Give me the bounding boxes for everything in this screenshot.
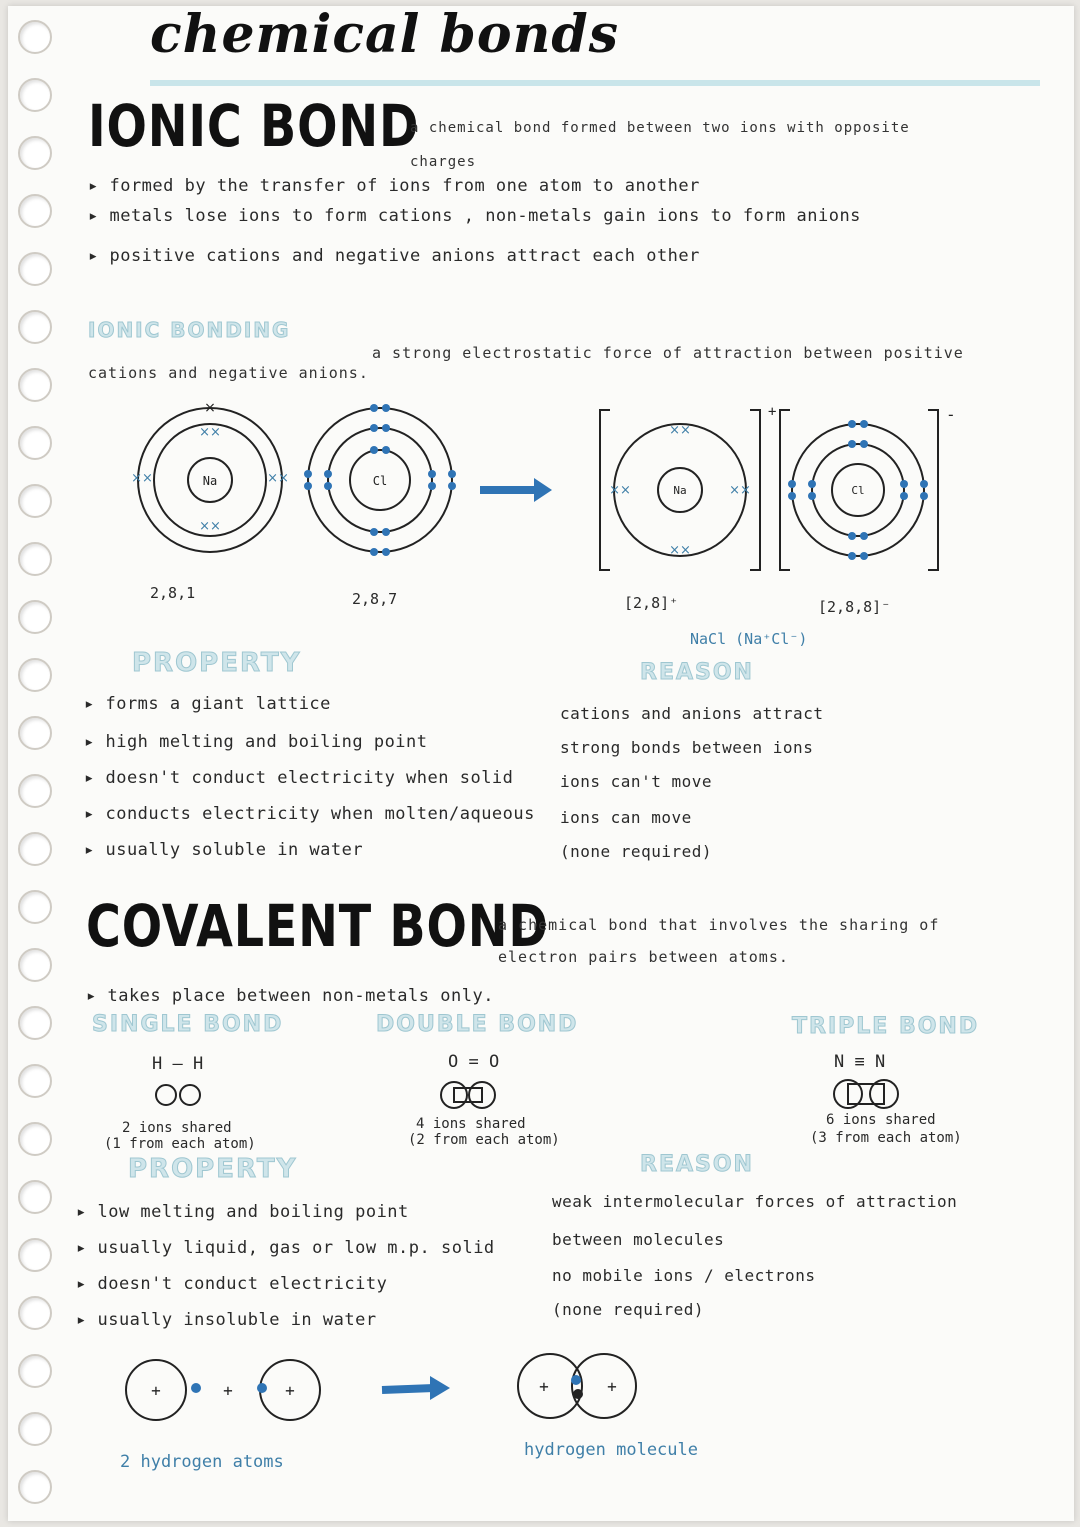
single-bond-formula: H – H — [152, 1054, 204, 1074]
binder-hole — [18, 658, 52, 692]
covalent-definition-line2: electron pairs between atoms. — [498, 948, 789, 966]
binder-hole — [18, 1180, 52, 1214]
cl-ion-config: [2,8,8]⁻ — [818, 598, 891, 616]
covalent-bond-heading: COVALENT BOND — [86, 892, 549, 960]
hydrogen-atom-right — [257, 1360, 320, 1420]
svg-text:××: ×× — [729, 483, 751, 498]
svg-text:××: ×× — [267, 471, 289, 486]
ionic-reason-4: ions can move — [560, 808, 692, 827]
binder-holes — [0, 0, 70, 1527]
cl-ion-charge: - — [946, 405, 956, 424]
sodium-ion-diagram — [600, 404, 776, 570]
binder-hole — [18, 1122, 52, 1156]
covalent-property-heading: PROPERTY — [128, 1154, 298, 1184]
na-electron-config: 2,8,1 — [150, 584, 196, 602]
title-highlight — [150, 80, 1040, 86]
triple-bond-note1: 6 ions shared — [826, 1112, 936, 1128]
binder-hole — [18, 20, 52, 54]
svg-text:××: ×× — [669, 423, 691, 438]
covalent-property-1: ▸ low melting and boiling point — [76, 1202, 409, 1222]
ionic-definition-line2: charges — [410, 154, 477, 170]
hydrogen-molecule-diagram — [110, 1340, 790, 1440]
hydrogen-molecule-label: hydrogen molecule — [524, 1440, 698, 1460]
page-title: chemical bonds — [150, 4, 620, 65]
single-bond-heading: SINGLE BOND — [92, 1012, 284, 1037]
na-ion-config: [2,8]⁺ — [624, 594, 679, 612]
ionic-definition-line1: a chemical bond formed between two ions with opposite — [410, 120, 910, 136]
cl-symbol-label: Cl — [372, 474, 388, 488]
binder-hole — [18, 1296, 52, 1330]
triple-bond-molecule-icon — [818, 1076, 918, 1112]
plus-sign: + — [285, 1381, 295, 1400]
covalent-reason-2: between molecules — [552, 1230, 725, 1249]
triple-bond-note2: (3 from each atom) — [810, 1130, 962, 1146]
ionic-property-5: ▸ usually soluble in water — [84, 840, 364, 860]
covalent-reason-1: weak intermolecular forces of attraction — [552, 1192, 958, 1211]
binder-hole — [18, 136, 52, 170]
double-bond-note2: (2 from each atom) — [408, 1132, 560, 1148]
ionic-bond-heading: IONIC BOND — [88, 92, 420, 160]
cl-electron-config: 2,8,7 — [352, 590, 398, 608]
covalent-reason-3: no mobile ions / electrons — [552, 1266, 816, 1285]
binder-hole — [18, 1238, 52, 1272]
ionic-property-heading: PROPERTY — [132, 648, 302, 678]
binder-hole — [18, 194, 52, 228]
binder-hole — [18, 890, 52, 924]
hydrogen-atom-left — [126, 1360, 201, 1420]
binder-hole — [18, 948, 52, 982]
chloride-ion-diagram — [780, 405, 956, 570]
binder-hole — [18, 716, 52, 750]
double-bond-molecule-icon — [424, 1078, 514, 1112]
plus-sign: + — [607, 1377, 617, 1396]
ionic-bullet-1: ▸ formed by the transfer of ions from one atom to another — [88, 176, 700, 196]
na-symbol-label: Na — [202, 474, 218, 488]
svg-text:×: × — [204, 400, 216, 416]
ionic-reason-3: ions can't move — [560, 772, 712, 791]
ionic-bullet-2: ▸ metals lose ions to form cations , non-metals gain ions to form anions — [88, 206, 861, 226]
na-ion-charge: + — [768, 404, 777, 420]
binder-hole — [18, 368, 52, 402]
sodium-atom-diagram — [131, 400, 289, 552]
covalent-property-2: ▸ usually liquid, gas or low m.p. solid — [76, 1238, 495, 1258]
covalent-reason-4: (none required) — [552, 1300, 704, 1319]
single-bond-molecule-icon — [140, 1080, 220, 1110]
ionic-bonding-diagram — [120, 390, 980, 590]
binder-hole — [18, 484, 52, 518]
covalent-property-4: ▸ usually insoluble in water — [76, 1310, 377, 1330]
hydrogen-molecule — [518, 1354, 636, 1418]
svg-text:××: ×× — [199, 425, 221, 440]
ionic-bonding-def-line1: a strong electrostatic force of attraction between positive — [372, 344, 964, 362]
svg-text:××: ×× — [199, 519, 221, 534]
cl-ion-symbol-label: Cl — [851, 484, 865, 497]
binder-hole — [18, 1064, 52, 1098]
ionic-reason-1: cations and anions attract — [560, 704, 824, 723]
binder-hole — [18, 310, 52, 344]
na-ion-symbol-label: Na — [673, 484, 687, 497]
binder-hole — [18, 252, 52, 286]
covalent-property-3: ▸ doesn't conduct electricity — [76, 1274, 388, 1294]
ionic-reason-heading: REASON — [640, 660, 754, 685]
binder-hole — [18, 78, 52, 112]
svg-text:××: ×× — [131, 471, 153, 486]
reaction-arrow-icon — [382, 1388, 434, 1390]
covalent-reason-heading: REASON — [640, 1152, 754, 1177]
covalent-bullet: ▸ takes place between non-metals only. — [86, 986, 494, 1006]
ionic-property-3: ▸ doesn't conduct electricity when solid — [84, 768, 514, 788]
binder-hole — [18, 1354, 52, 1388]
triple-bond-formula: N ≡ N — [834, 1052, 886, 1072]
ionic-bonding-def-line2: cations and negative anions. — [88, 364, 369, 382]
binder-hole — [18, 1412, 52, 1446]
binder-hole — [18, 774, 52, 808]
binder-hole — [18, 832, 52, 866]
ionic-bullet-3: ▸ positive cations and negative anions attract each other — [88, 246, 700, 266]
ionic-property-1: ▸ forms a giant lattice — [84, 694, 331, 714]
double-bond-note1: 4 ions shared — [416, 1116, 526, 1132]
double-bond-formula: O = O — [448, 1052, 500, 1072]
single-bond-note1: 2 ions shared — [122, 1120, 232, 1136]
svg-text:××: ×× — [609, 483, 631, 498]
svg-text:××: ×× — [669, 543, 691, 558]
plus-sign: + — [151, 1381, 161, 1400]
ionic-reason-5: (none required) — [560, 842, 712, 861]
double-bond-heading: DOUBLE BOND — [376, 1012, 579, 1037]
ionic-property-2: ▸ high melting and boiling point — [84, 732, 428, 752]
ionic-property-4: ▸ conducts electricity when molten/aqueous — [84, 804, 535, 824]
nacl-compound-label: NaCl (Na⁺Cl⁻) — [690, 630, 808, 648]
binder-hole — [18, 1006, 52, 1040]
binder-hole — [18, 542, 52, 576]
binder-hole — [18, 1470, 52, 1504]
hydrogen-atoms-label: 2 hydrogen atoms — [120, 1452, 284, 1472]
ionic-bonding-heading: IONIC BONDING — [88, 318, 291, 342]
plus-sign: + — [539, 1377, 549, 1396]
binder-hole — [18, 600, 52, 634]
single-bond-note2: (1 from each atom) — [104, 1136, 256, 1152]
binder-hole — [18, 426, 52, 460]
covalent-definition-line1: a chemical bond that involves the sharing of — [498, 916, 940, 934]
ionic-reason-2: strong bonds between ions — [560, 738, 814, 757]
chlorine-atom-diagram — [304, 404, 456, 556]
plus-sign: + — [223, 1381, 233, 1400]
triple-bond-heading: TRIPLE BOND — [792, 1014, 980, 1039]
